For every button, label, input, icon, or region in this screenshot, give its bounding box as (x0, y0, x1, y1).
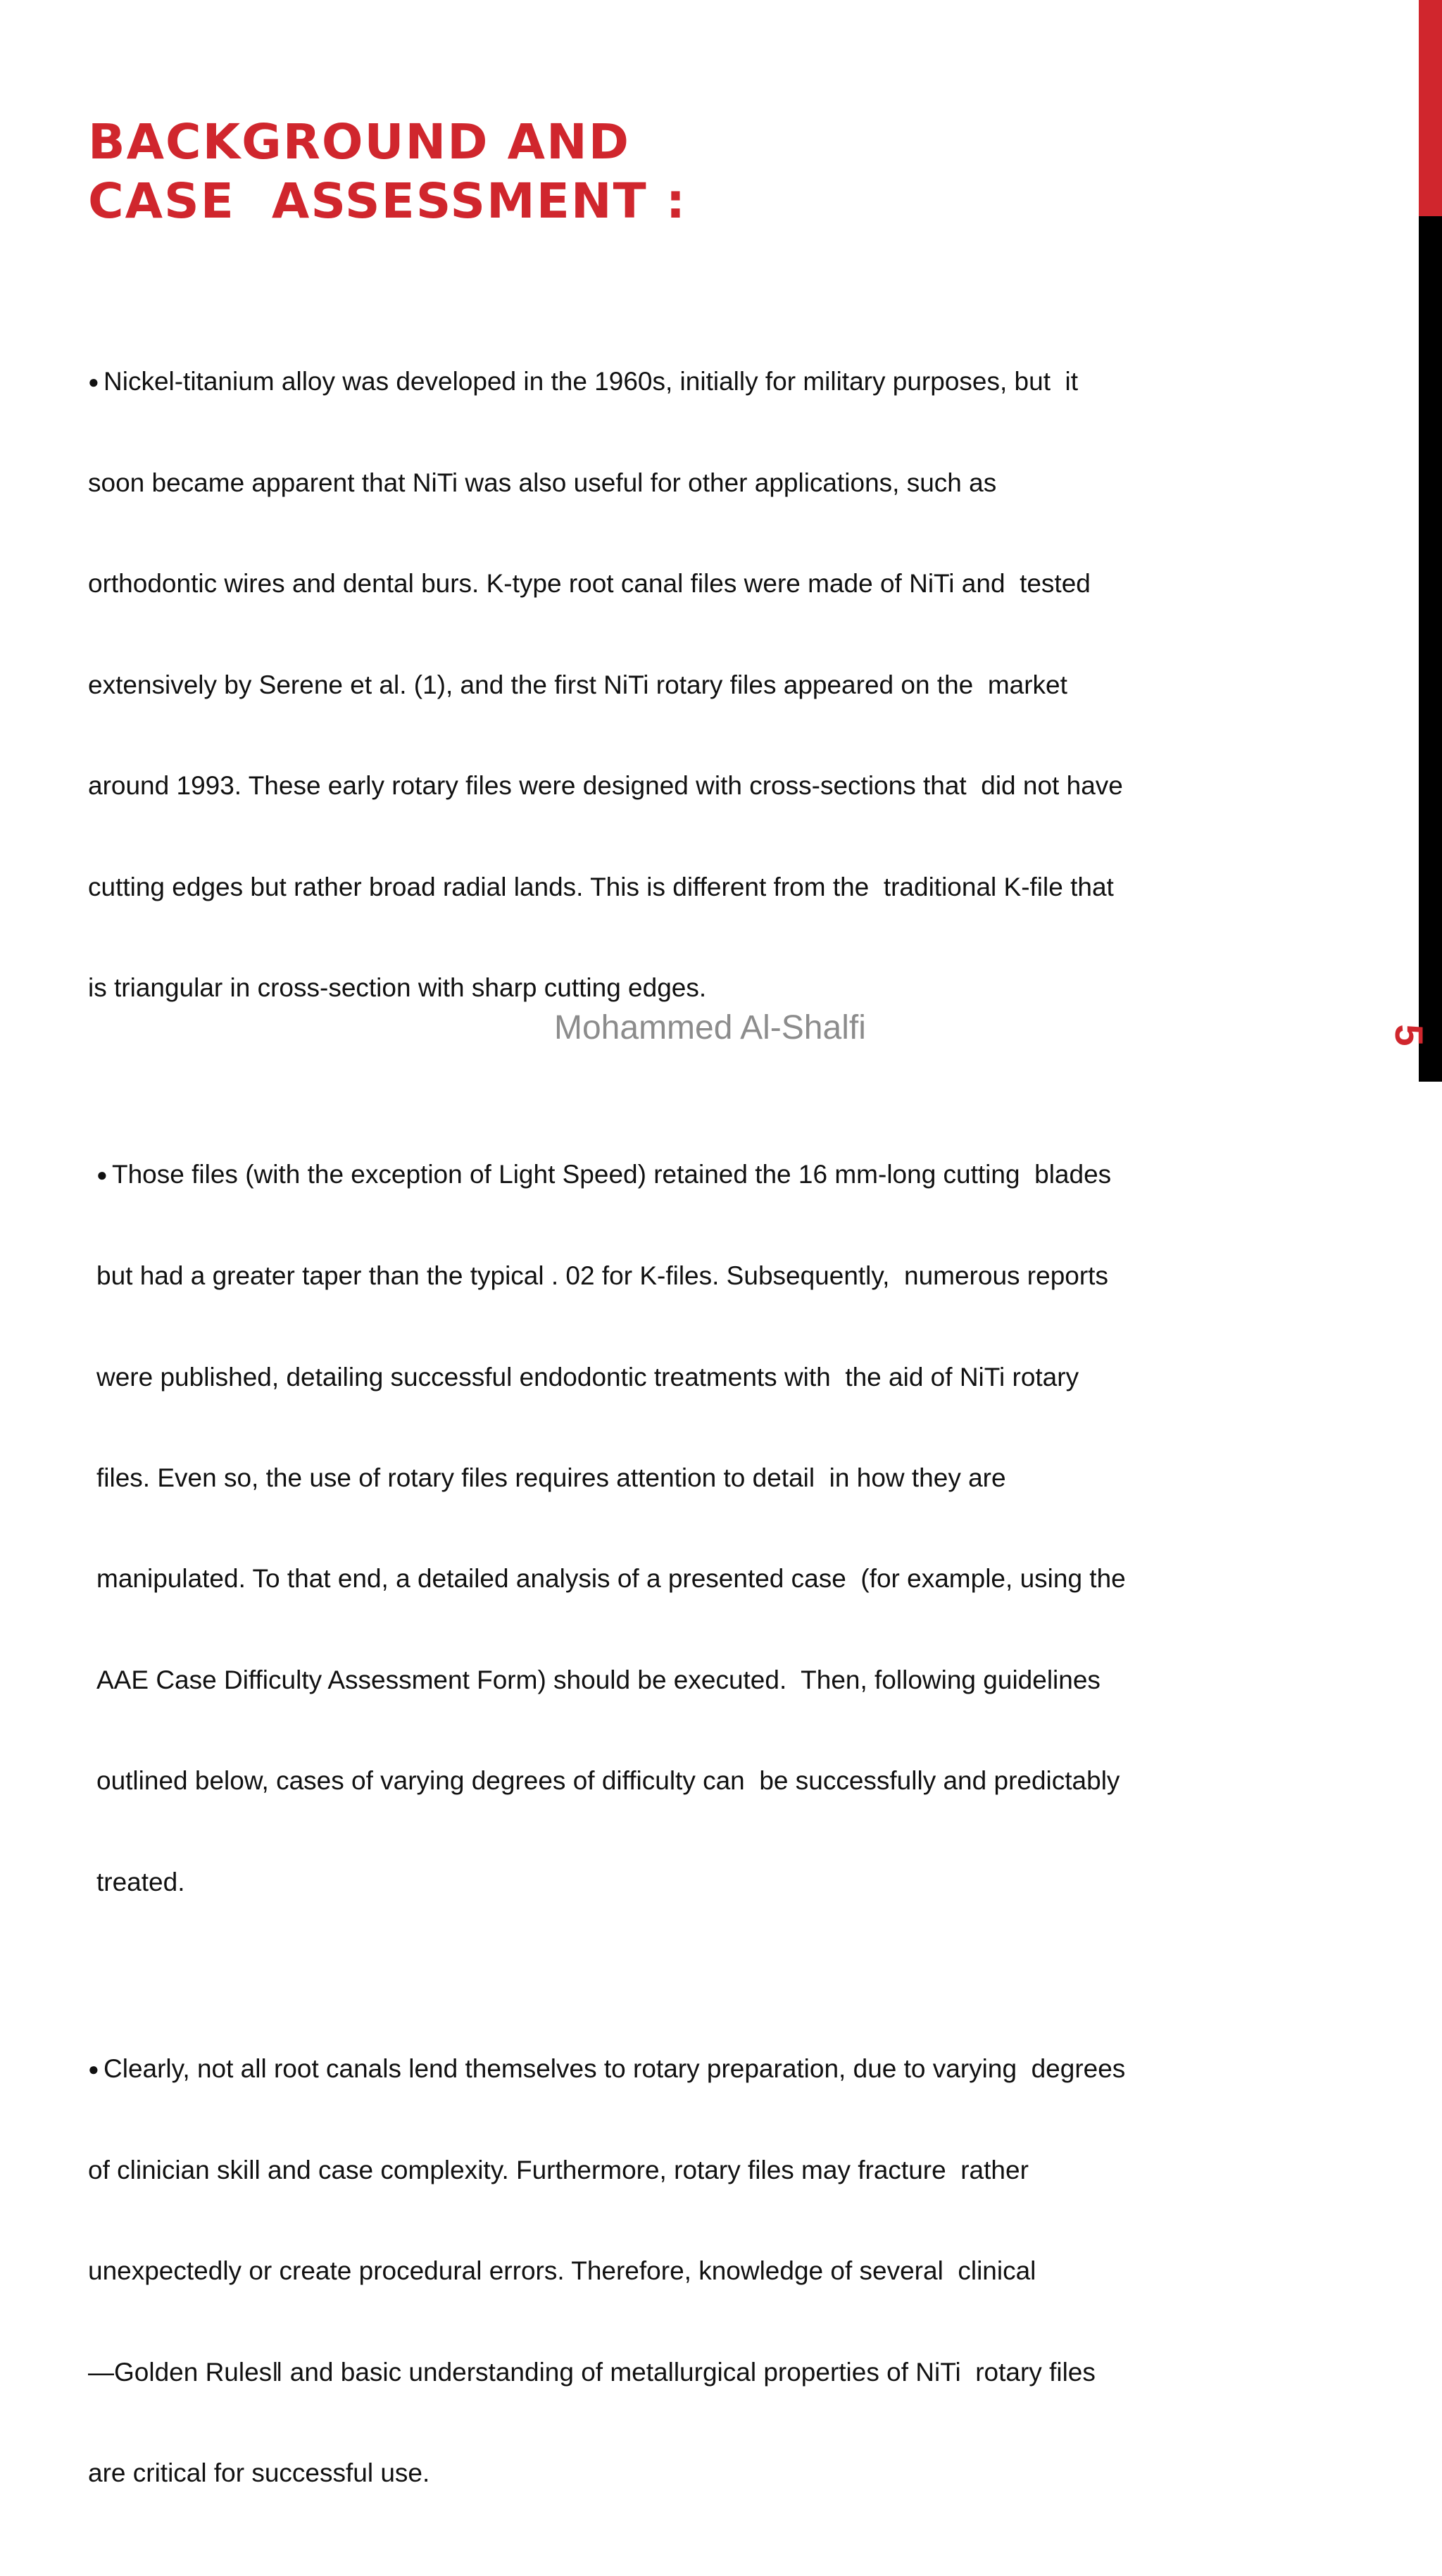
side-bar-accent (1419, 0, 1442, 216)
slide-body (88, 297, 1215, 2576)
paragraph-line: files. Even so, the use of rotary files requires attention to detail in how they are (96, 1463, 1006, 1493)
bullet-dot-icon: ● (96, 1163, 108, 1185)
paragraph-line-text: Those files (with the exception of Light Speed) retained the 16 mm-long cutting blades (112, 1159, 1112, 1189)
paragraph-line: are critical for successful use. (88, 2458, 430, 2488)
paragraph-line-text: Clearly, not all root canals lend themselves to rotary preparation, due to varying degrees (104, 2053, 1126, 2083)
paragraph-line: treated. (96, 1867, 185, 1896)
slide-title-line-2: CASE ASSESSMENT : (88, 173, 687, 230)
paragraph-line: orthodontic wires and dental burs. K-type root canal files were made of NiTi and tested (88, 569, 1091, 599)
bullet-paragraph-3 (88, 1984, 1215, 2558)
paragraph-3-line-1 (88, 2052, 1215, 2087)
slide-title (88, 113, 686, 231)
bullet-paragraph-2 (88, 1090, 1215, 1966)
paragraph-line: —Golden Rules‖ and basic understanding of metallurgical properties of NiTi rotary files (88, 2357, 1096, 2387)
paragraph-line-text: Nickel-titanium alloy was developed in the 1960s, initially for military purposes, but it (104, 366, 1079, 396)
paragraph-line: manipulated. To that end, a detailed analysis of a presented case (for example, using the (96, 1564, 1126, 1594)
author-name: Mohammed Al-Shalfi (554, 1009, 866, 1046)
paragraph-line: of clinician skill and case complexity. Furthermore, rotary files may fracture rather (88, 2156, 1029, 2185)
paragraph-line: extensively by Serene et al. (1), and the first NiTi rotary files appeared on the market (88, 670, 1067, 699)
side-bar-dark (1419, 216, 1442, 1082)
paragraph-line: AAE Case Difficulty Assessment Form) should be executed. Then, following guidelines (96, 1665, 1101, 1694)
page-number: 5 (1387, 1024, 1431, 1046)
slide-title-line-1: BACKGROUND AND (88, 114, 631, 170)
paragraph-line: outlined below, cases of varying degrees of difficulty can be successfully and predictably (96, 1766, 1120, 1796)
bullet-paragraph-1 (88, 297, 1215, 1072)
paragraph-1-line-1 (88, 365, 1215, 399)
paragraph-line: is triangular in cross-section with sharp cutting edges. (88, 973, 707, 1002)
paragraph-line: unexpectedly or create procedural errors. Therefore, knowledge of several clinical (88, 2256, 1036, 2286)
paragraph-line: around 1993. These early rotary files were designed with cross-sections that did not have (88, 771, 1123, 801)
bullet-dot-icon: ● (88, 370, 99, 392)
bullet-dot-icon: ● (88, 2058, 99, 2080)
paragraph-line: soon became apparent that NiTi was also useful for other applications, such as (88, 468, 997, 497)
paragraph-2-line-1 (96, 1158, 1215, 1192)
paragraph-line: but had a greater taper than the typical . 02 for K-files. Subsequently, numerous reports (96, 1261, 1108, 1291)
paragraph-line: cutting edges but rather broad radial lands. This is different from the traditional K-file that (88, 872, 1114, 901)
paragraph-line: were published, detailing successful endodontic treatments with the aid of NiTi rotary (96, 1362, 1079, 1392)
